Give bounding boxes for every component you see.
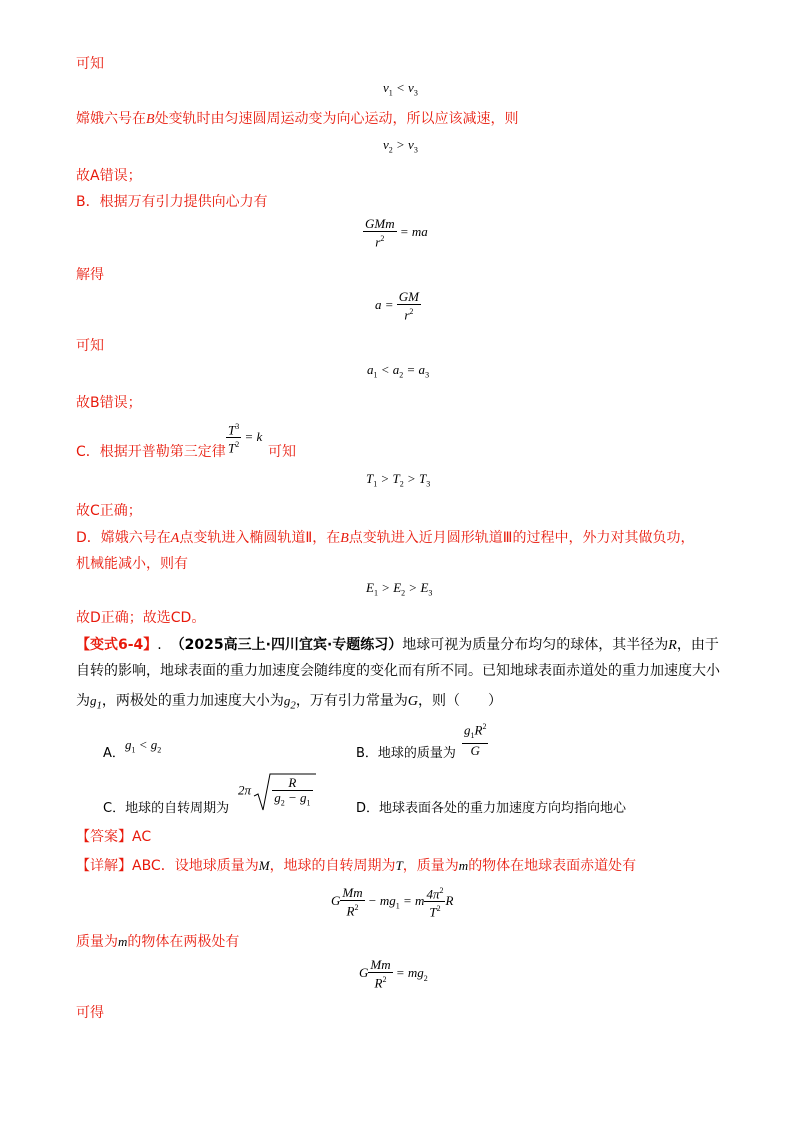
text-span: 的物体在两极处有	[127, 934, 240, 950]
text-span: ，质量为	[402, 858, 459, 874]
text-span: ，由于	[676, 637, 719, 653]
text-span: 的物体在地球表面赤道处有	[468, 858, 637, 874]
text-span: 嫦娥六号在	[76, 111, 146, 127]
option-d[interactable]	[356, 800, 626, 818]
text-line: 解得	[76, 267, 104, 283]
answer: 【答案】AC	[76, 829, 152, 845]
text-span: 为	[76, 693, 90, 709]
variable: A	[170, 531, 180, 546]
text-span: 【详解】ABC．设地球质量为	[76, 858, 259, 874]
formula-t1-t2-t3: $T_1 > T_2 > T_3$	[366, 471, 431, 489]
formula-v1-lt-v3: $v_1 < v_3$	[383, 80, 418, 98]
formula-equator-force: G $\frac{Mm}{R^2}$ − $mg_1 = m$ $\frac{4\pi^2}{T^2}$ R	[331, 884, 454, 920]
option-b[interactable]	[356, 745, 456, 763]
text-span: D．嫦娥六号在	[76, 530, 171, 546]
option-a[interactable]	[103, 745, 125, 763]
text-line	[76, 110, 519, 129]
text-span: ，则（ ）	[417, 693, 502, 709]
text-span: 点变轨进入椭圆轨道Ⅱ，在	[179, 530, 341, 546]
text-line: 机械能减小，则有	[76, 556, 188, 572]
text-line: 可知	[76, 338, 104, 354]
option-label: B．地球的质量为	[356, 746, 456, 761]
formula-g1-lt-g2: $g_1 < g_2$	[125, 737, 162, 755]
text-span: ，两极处的重力加速度大小为	[101, 693, 284, 709]
detail-line: 质量为m的物体在两极处有	[76, 934, 240, 950]
text-line: 可知	[76, 56, 104, 72]
text-span: .	[157, 637, 162, 653]
formula-kepler-third-law: $\frac{T^3}{T^2}$ = k	[228, 422, 263, 456]
option-label: C．地球的自转周期为	[103, 801, 230, 816]
text-line: 可得	[76, 1005, 104, 1021]
text-line: 故D正确；故选CD。	[76, 610, 206, 626]
text-span: C．根据开普勒第三定律	[76, 444, 226, 460]
text-span: ，地球的自转周期为	[269, 858, 396, 874]
formula-a1-a2-a3: $a_1 < a_2 = a_3$	[367, 362, 430, 380]
formula-a-equals-gm-over-r2: a = $\frac{GM}{r^2}$	[375, 289, 419, 323]
formula-e1-e2-e3: $E_1 > E_2 > E_3$	[366, 580, 433, 598]
question-tag: 【变式6-4】	[76, 637, 158, 653]
question-text: 为$g_1$，两极处的重力加速度大小为$g_2$，万有引力常量为G，则（ ）	[76, 693, 502, 712]
option-label: D．地球表面各处的重力加速度方向均指向地心	[356, 801, 627, 816]
sqrt-sign	[254, 772, 316, 814]
detail-line: 【详解】ABC．设地球质量为M，地球的自转周期为T，质量为m的物体在地球表面赤道处有	[76, 858, 637, 874]
variable: R	[668, 638, 677, 653]
variable: G	[407, 694, 418, 709]
formula-earth-mass: $\frac{g_1R^2}{G}$	[464, 722, 487, 758]
question-source: （2025高三上·四川宜宾·专题练习）	[170, 637, 403, 653]
text-line: B．根据万有引力提供向心力有	[76, 194, 268, 210]
text-span: 质量为	[76, 934, 118, 950]
formula-gravity-equals-ma: $\frac{\text{GMm}}{r^2}$ = ma	[365, 216, 428, 250]
formula-v2-gt-v3: $v_2 > v_3$	[383, 137, 418, 155]
text-line: 故A错误；	[76, 168, 142, 184]
option-label: A．	[103, 746, 125, 761]
text-line	[76, 529, 694, 548]
variable: B	[146, 112, 155, 127]
text-span: 点变轨进入近月圆形轨道Ⅲ的过程中，外力对其做负功，	[348, 530, 695, 546]
formula-rotation-period: 2π $\frac{R}{g_2 - g_1}$	[238, 772, 313, 811]
question-text: 自转的影响，地球表面的重力加速度会随纬度的变化而有所不同。已知地球表面赤道处的重力加速度大小	[76, 663, 720, 679]
text-span: 地球可视为质量分布均匀的球体，其半径为	[402, 637, 669, 653]
text-line: 故C正确；	[76, 503, 142, 519]
text-span: ，万有引力常量为	[295, 693, 408, 709]
text-line	[76, 443, 226, 461]
text-span: 处变轨时由匀速圆周运动变为向心运动，所以应该减速，则	[154, 111, 519, 127]
variable: B	[340, 531, 349, 546]
formula-pole-force: G $\frac{Mm}{R^2}$ = $mg_2$	[359, 957, 428, 991]
text-line: 可知	[268, 444, 296, 460]
question-header	[76, 636, 719, 655]
text-line: 故B错误；	[76, 395, 142, 411]
option-c[interactable]	[103, 800, 229, 818]
